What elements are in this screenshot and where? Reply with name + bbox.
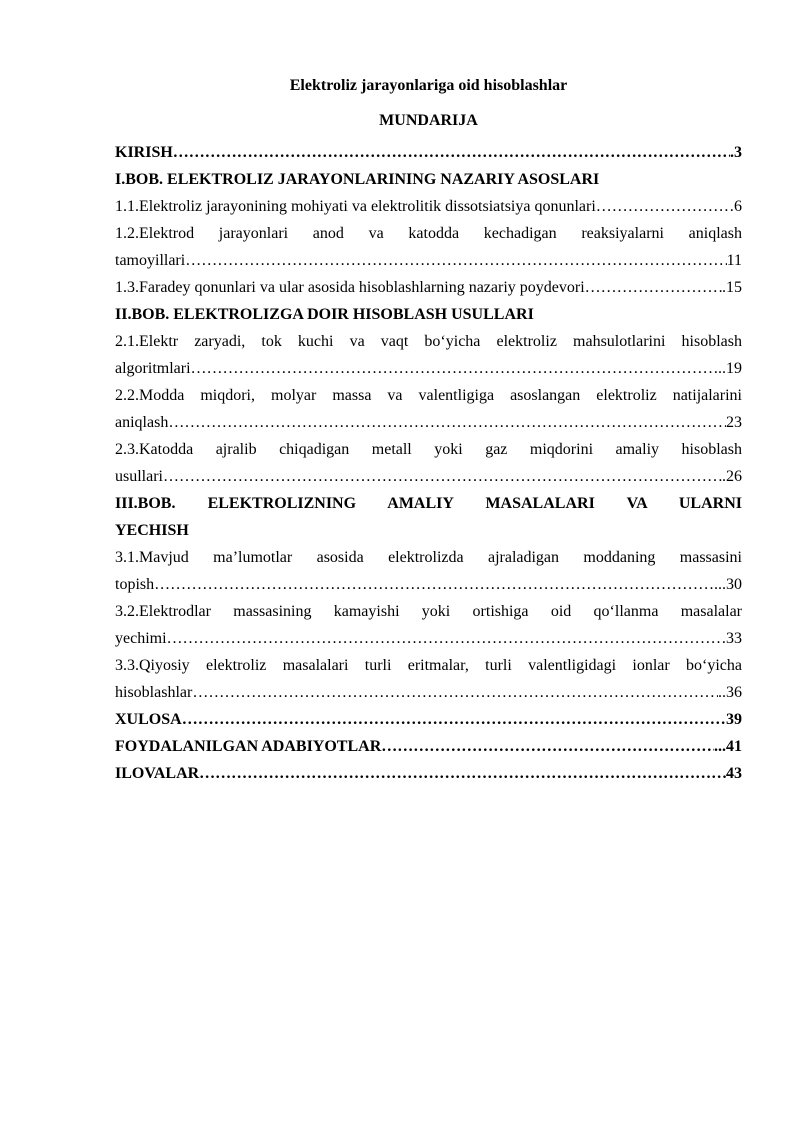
toc-entry-line xyxy=(115,463,742,490)
toc-page-number: .15 xyxy=(722,279,742,296)
toc-entry-label: usullari xyxy=(115,468,163,485)
dot-leader xyxy=(199,760,726,787)
toc-chapter-3[interactable] xyxy=(115,490,742,544)
dot-leader xyxy=(154,571,714,598)
toc-entry-line: 2.1.Elektr zaryadi, tok kuchi va vaqt bo‘yicha elektroliz mahsulotlarini hisoblash xyxy=(115,333,742,350)
toc-entry-line: 3.2.Elektrodlar massasining kamayishi yoki ortishiga oid qo‘llanma masalalar xyxy=(115,603,742,620)
toc-chapter-line: YECHISH xyxy=(115,522,189,539)
toc-entry-label: 1.1.Elektroliz jarayonining mohiyati va elektrolitik dissotsiatsiya qonunlari xyxy=(115,198,596,215)
toc-entry-line: 2.2.Modda miqdori, molyar massa va valentligiga asoslangan elektroliz natijalarini xyxy=(115,387,742,404)
toc-chapter-2[interactable]: II.BOB. ELEKTROLIZGA DOIR HISOBLASH USULLARI xyxy=(115,306,534,323)
toc-entry-3-3[interactable] xyxy=(115,652,742,706)
toc-entry-label: aniqlash xyxy=(115,414,169,431)
dot-leader xyxy=(185,247,726,274)
toc-entry-1-2[interactable] xyxy=(115,220,742,274)
toc-entry-3-2[interactable] xyxy=(115,598,742,652)
toc-entry-label: FOYDALANILGAN ADABIYOTLAR xyxy=(115,738,382,755)
toc-entry-label: tamoyillari xyxy=(115,252,186,269)
document-title: Elektroliz jarayonlariga oid hisoblashlar xyxy=(289,77,568,94)
toc-page-number: 23 xyxy=(726,414,742,431)
toc-entry-conclusion[interactable] xyxy=(115,706,742,733)
toc-entry-line: 3.1.Mavjud ma’lumotlar asosida elektrolizda ajraladigan moddaning massasini xyxy=(115,549,742,566)
toc-entry-3-1[interactable] xyxy=(115,544,742,598)
document-page xyxy=(115,76,742,787)
toc-entry-references[interactable] xyxy=(115,733,742,760)
toc-entry-line: 3.3.Qiyosiy elektroliz masalalari turli eritmalar, turli valentligidagi ionlar bo‘yicha xyxy=(115,657,742,674)
dot-leader xyxy=(182,706,726,733)
toc-entry-label: topish xyxy=(115,576,155,593)
toc-entry-line xyxy=(115,571,742,598)
toc-entry-line xyxy=(115,625,742,652)
toc-page-number: .3 xyxy=(730,144,742,161)
toc-entry-label: yechimi xyxy=(115,630,167,647)
dot-leader xyxy=(585,274,722,301)
toc-entry-2-1[interactable] xyxy=(115,328,742,382)
toc-entry-label: KIRISH xyxy=(115,144,173,161)
toc-page-number: ...30 xyxy=(714,576,742,593)
toc-page-number: 33 xyxy=(726,630,742,647)
dot-leader xyxy=(173,139,730,166)
toc-page-number: ..36 xyxy=(718,684,742,701)
dot-leader xyxy=(168,409,726,436)
dot-leader xyxy=(163,463,722,490)
toc-entry-label: ILOVALAR xyxy=(115,765,200,782)
toc-page-number: .26 xyxy=(722,468,742,485)
toc-page-number: ...41 xyxy=(714,738,742,755)
toc-page-number: 11 xyxy=(726,252,742,269)
toc-entry-line xyxy=(115,247,742,274)
table-of-contents xyxy=(115,139,742,787)
toc-entry-2-2[interactable] xyxy=(115,382,742,436)
dot-leader xyxy=(596,193,734,220)
toc-page-number: 6 xyxy=(734,198,742,215)
toc-entry-line xyxy=(115,409,742,436)
toc-entry-line xyxy=(115,679,742,706)
dot-leader xyxy=(192,679,718,706)
toc-entry-label: algoritmlari xyxy=(115,360,191,377)
toc-chapter-line: III.BOB. ELEKTROLIZNING AMALIY MASALALARI VA ULARNI xyxy=(115,495,742,512)
toc-heading: MUNDARIJA xyxy=(379,112,478,129)
toc-entry-line: 1.2.Elektrod jarayonlari anod va katodda kechadigan reaksiyalarni aniqlash xyxy=(115,225,742,242)
dot-leader xyxy=(191,355,718,382)
toc-entry-appendix[interactable] xyxy=(115,760,742,787)
toc-entry-line xyxy=(115,355,742,382)
toc-page-number: 39 xyxy=(726,711,742,728)
toc-entry-label: 1.3.Faradey qonunlari va ular asosida hisoblashlarning nazariy poydevori xyxy=(115,279,585,296)
toc-entry-label: hisoblashlar xyxy=(115,684,193,701)
dot-leader xyxy=(167,625,726,652)
toc-entry-1-3[interactable] xyxy=(115,274,742,301)
toc-entry-intro[interactable] xyxy=(115,139,742,166)
toc-entry-2-3[interactable] xyxy=(115,436,742,490)
dot-leader xyxy=(381,733,714,760)
toc-entry-line: 2.3.Katodda ajralib chiqadigan metall yoki gaz miqdorini amaliy hisoblash xyxy=(115,441,742,458)
toc-page-number: 43 xyxy=(726,765,742,782)
toc-page-number: ..19 xyxy=(718,360,742,377)
toc-entry-label: XULOSA xyxy=(115,711,182,728)
toc-chapter-1[interactable]: I.BOB. ELEKTROLIZ JARAYONLARINING NAZARIY ASOSLARI xyxy=(115,171,600,188)
toc-entry-1-1[interactable] xyxy=(115,193,742,220)
